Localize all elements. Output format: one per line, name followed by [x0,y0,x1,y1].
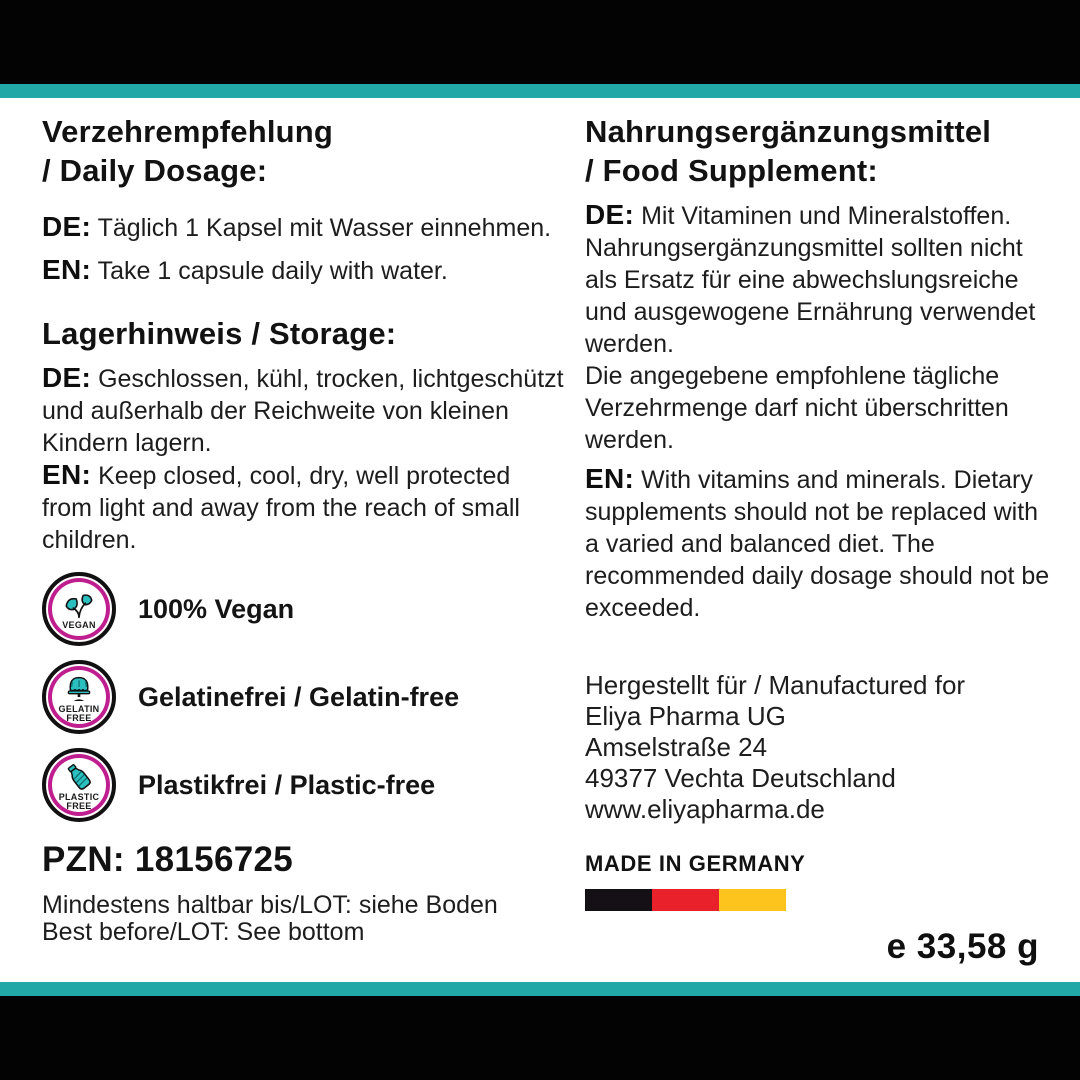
right-column [585,112,1055,967]
flag-red-segment [652,889,719,911]
german-flag [585,889,786,911]
storage-body [42,362,566,556]
plastic-free-badge [42,748,116,822]
manufacturer-city: 49377 Vechta Deutschland [585,763,896,793]
en-label: EN: [42,254,92,285]
leaves-icon [62,593,96,619]
vegan-badge [42,572,116,646]
best-before-block [42,892,566,946]
dosage-en-text: Take 1 capsule daily with water. [97,257,448,285]
plastic-free-badge-row [42,748,566,822]
de-label: DE: [585,199,635,230]
made-in-germany-text: MADE IN GERMANY [585,851,806,876]
top-black-bar [0,0,1080,84]
gelatin-free-badge-text: GELATIN FREE [58,704,100,723]
storage-en-text: Keep closed, cool, dry, well protected from light and away from the reach of small children. [42,462,520,554]
vegan-label: 100% Vegan [138,593,295,624]
dosage-de-line [42,206,566,249]
bottom-black-bar [0,996,1080,1080]
supplement-de-text1: Mit Vitaminen und Mineralstoffen. Nahrungsergänzungsmittel sollten nicht als Ersatz für eine abwechslungsreiche und ausgewogene Ernährung verwendet werden. [585,202,1036,358]
de-label: DE: [42,211,92,242]
storage-heading: Lagerhinweis / Storage: [42,316,397,351]
en-label: EN: [42,459,92,490]
top-teal-stripe [0,84,1080,98]
manufacturer-line: Hergestellt für / Manufactured for [585,670,966,700]
bottle-icon [62,763,96,791]
dosage-en-line [42,249,566,292]
manufacturer-website: www.eliyapharma.de [585,794,825,824]
vegan-badge-text: VEGAN [62,619,96,630]
de-label: DE: [42,362,92,393]
left-column [42,112,566,946]
supplement-heading-line1: Nahrungsergänzungsmittel [585,114,992,149]
bottom-teal-stripe [0,982,1080,996]
gelatin-free-badge [42,660,116,734]
en-label: EN: [585,463,635,494]
vegan-badge-row [42,572,566,646]
manufacturer-street: Amselstraße 24 [585,732,768,762]
dosage-heading-line1: Verzehrempfehlung [42,114,334,149]
net-weight: e 33,58 g [886,927,1039,966]
supplement-body [585,199,1055,624]
best-before-en: Best before/LOT: See bottom [42,918,365,946]
flag-black-segment [585,889,652,911]
supplement-heading-line2: / Food Supplement: [585,153,878,188]
plastic-free-label: Plastikfrei / Plastic-free [138,769,436,800]
dosage-heading-line2: / Daily Dosage: [42,153,268,188]
feature-badges [42,572,566,822]
dosage-lines [42,206,566,292]
dosage-heading [42,112,566,190]
flag-gold-segment [719,889,786,911]
pzn-number: PZN: 18156725 [42,840,294,879]
supplement-de-text2: Die angegebene empfohlene tägliche Verzehrmenge darf nicht überschritten werden. [585,362,1009,454]
storage-de-text: Geschlossen, kühl, trocken, lichtgeschützt und außerhalb der Reichweite von kleinen Kindern lagern. [42,365,564,457]
supplement-en-paragraph [585,463,1055,624]
jelly-icon [63,675,95,703]
gelatin-free-label: Gelatinefrei / Gelatin-free [138,681,460,712]
supplement-heading [585,112,1055,190]
storage-de-paragraph [42,362,566,459]
manufacturer-block [585,670,1055,825]
supplement-de-paragraph [585,199,1055,360]
plastic-free-badge-text: PLASTIC FREE [58,792,100,811]
dosage-de-text: Täglich 1 Kapsel mit Wasser einnehmen. [97,214,552,242]
best-before-de: Mindestens haltbar bis/LOT: siehe Boden [42,891,498,919]
gelatin-free-badge-row [42,660,566,734]
supplement-de-paragraph2 [585,360,1055,456]
storage-en-paragraph [42,459,566,556]
manufacturer-name: Eliya Pharma UG [585,701,786,731]
supplement-en-text: With vitamins and minerals. Dietary supplements should not be replaced with a varied and balanced diet. The recommended daily dosage should not be exceeded. [585,466,1050,622]
